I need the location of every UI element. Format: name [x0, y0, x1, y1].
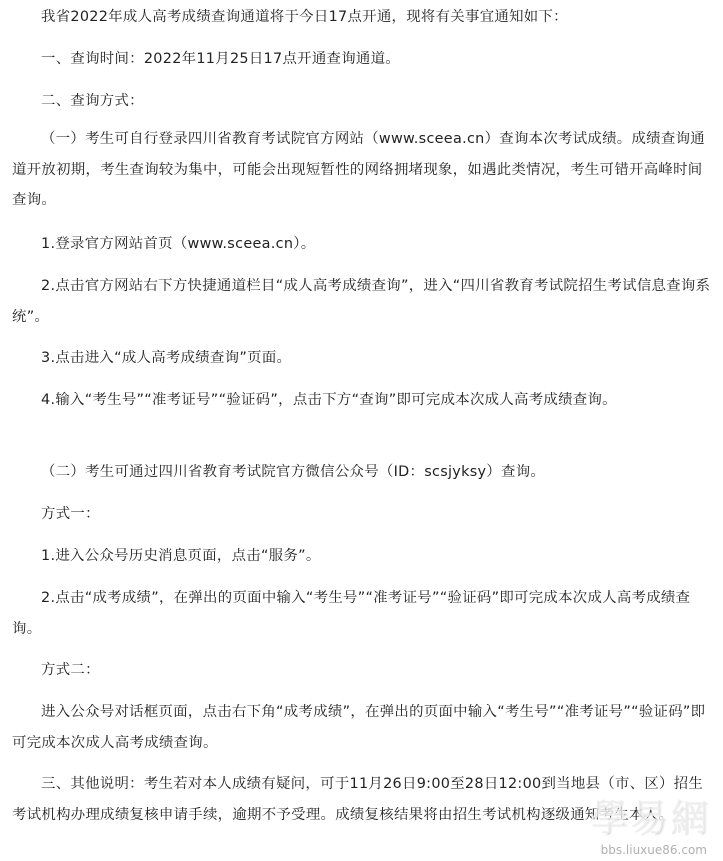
option-two-paragraph: 进入公众号对话框页面，点击右下角“成考成绩”，在弹出的页面中输入“考生号”“准考证号”“验证码”即可完成本次成人高考成绩查询。: [12, 704, 706, 751]
watermark-logo-text: 學易網: [590, 797, 711, 841]
website-step-1: 1.登录官方网站首页（www.sceea.cn）。: [41, 236, 316, 252]
website-step-4: 4.输入“考生号”“准考证号”“验证码”，点击下方“查询”即可完成本次成人高考成绩查询。: [41, 392, 617, 408]
watermark-url: bbs.liuxue86.com: [600, 843, 707, 857]
option-two-heading: 方式二：: [41, 662, 100, 678]
option-one-step-1: 1.进入公众号历史消息页面，点击“服务”。: [41, 548, 321, 564]
option-one-step-2: 2.点击“成考成绩”，在弹出的页面中输入“考生号”“准考证号”“验证码”即可完成本次成人高考成绩查询。: [12, 590, 691, 637]
intro-paragraph: 我省2022年成人高考成绩查询通道将于今日17点开通，现将有关事宜通知如下：: [41, 9, 568, 25]
option-one-heading: 方式一：: [41, 506, 100, 522]
query-time-paragraph: 一、查询时间：2022年11月25日17点开通查询通道。: [41, 51, 400, 67]
website-step-3: 3.点击进入“成人高考成绩查询”页面。: [41, 350, 292, 366]
other-notes-paragraph: 三、其他说明：考生若对本人成绩有疑问，可于11月26日9:00至28日12:00到当地县（市、区）招生考试机构办理成绩复核申请手续，逾期不予受理。成绩复核结果将由招生考试机构逐级通知考生本人。: [12, 776, 704, 823]
website-method-paragraph: （一）考生可自行登录四川省教育考试院官方网站（www.sceea.cn）查询本次考试成绩。成绩查询通道开放初期，考生查询较为集中，可能会出现短暂性的网络拥堵现象，如遇此类情况，考生可错开高峰时间查询。: [12, 131, 705, 208]
website-step-2: 2.点击官方网站右下方快捷通道栏目“成人高考成绩查询”，进入“四川省教育考试院招生考试信息查询系统”。: [12, 278, 711, 325]
query-method-heading: 二、查询方式：: [41, 93, 144, 109]
wechat-method-paragraph: （二）考生可通过四川省教育考试院官方微信公众号（ID：scsjyksy）查询。: [41, 464, 546, 480]
